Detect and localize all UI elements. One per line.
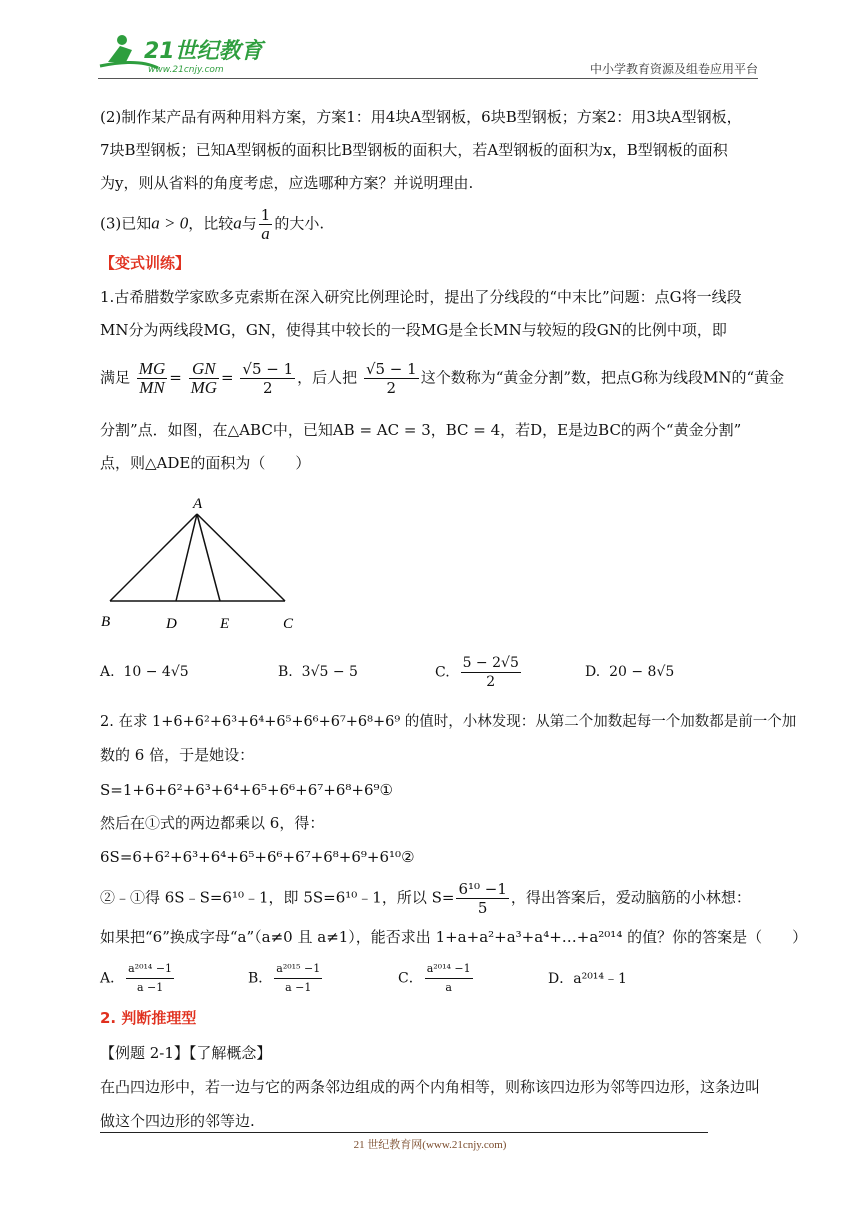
- header-tagline: 中小学教育资源及组卷应用平台: [589, 62, 758, 76]
- q1-line4: 分割”点．如图，在△ABC中，已知AB = AC = 3，BC = 4，若D，E是边BC的两个“黄金分割”: [100, 421, 742, 439]
- label-C: C: [283, 616, 294, 632]
- q1-option-c[interactable]: C. $\frac{5 - 2√5}{2}$: [435, 655, 519, 690]
- q2-option-d[interactable]: D．a²⁰¹⁴﹣1: [548, 971, 627, 987]
- part3-post: 的大小.: [274, 214, 325, 233]
- q2-option-b[interactable]: B． $\frac{\text{a²⁰¹⁵ −1}}{a -1}$: [248, 962, 321, 994]
- q2-line7: 如果把“6”换成字母“a”（a≠0 且 a≠1），能否求出 1+a+a²+a³+a⁴+…+a²⁰¹⁴ 的值？你的答案是（ ）: [100, 928, 808, 946]
- q2-line1: 2. 在求 1+6+6²+6³+6⁴+6⁵+6⁶+6⁷+6⁸+6⁹ 的值时，小林发现：从第二个加数起每一个加数都是前一个加: [100, 714, 797, 730]
- page-header: [98, 32, 758, 80]
- label-B: B: [101, 614, 111, 630]
- label-E: E: [220, 616, 230, 632]
- part3-with: 与: [241, 214, 257, 233]
- footer-text: 21 世纪教育网(www.21cnjy.com): [353, 1139, 507, 1151]
- label-D: D: [166, 616, 177, 632]
- part3-fraction: $\frac{1}{a}$: [260, 206, 271, 243]
- fraction-gn-mg: $\frac{GN}{MG}$: [190, 359, 218, 397]
- q1-line2: MN分为两线段MG，GN，使得其中较长的一段MG是全长MN与较短的段GN的比例中项，即: [100, 321, 727, 339]
- part2-line3: 为y，则从省料的角度考虑，应选哪种方案？并说明理由.: [100, 174, 474, 192]
- part2-line1: (2)制作某产品有两种用料方案，方案1：用4块A型钢板，6块B型钢板；方案2：用3块A型钢板，: [100, 108, 742, 126]
- q2-option-c[interactable]: C． $\frac{\text{a²⁰¹⁴ −1}}{a}$: [398, 962, 471, 994]
- example-line2: 做这个四边形的邻等边.: [100, 1112, 255, 1130]
- q1-option-b[interactable]: B. 3√5 − 5: [278, 664, 358, 680]
- part3-pre: (3)已知: [100, 214, 152, 233]
- fraction-mg-mn: $\frac{MG}{MN}$: [138, 359, 166, 397]
- svg-text:21世纪教育: 21世纪教育: [144, 39, 263, 64]
- part3-var: a: [233, 213, 242, 233]
- example-title: 【例题 2-1】【了解概念】: [100, 1044, 272, 1062]
- part3-line: [100, 206, 324, 243]
- triangle-figure: [95, 490, 315, 640]
- site-logo: [98, 32, 268, 76]
- q2-line2: 数的 6 倍，于是她设：: [100, 746, 255, 764]
- part2-line2: 7块B型钢板；已知A型钢板的面积比B型钢板的面积大，若A型钢板的面积为x，B型钢板的面积: [100, 141, 728, 159]
- label-A: A: [193, 496, 203, 512]
- q1-option-d[interactable]: D. 20 − 8√5: [585, 664, 675, 680]
- q2-line5: 6S=6+6²+6³+6⁴+6⁵+6⁶+6⁷+6⁸+6⁹+6¹⁰②: [100, 848, 415, 866]
- q2-line4: 然后在①式的两边都乘以 6，得：: [100, 814, 325, 832]
- q1-line5: 点，则△ADE的面积为（ ）: [100, 454, 311, 472]
- q1-line1: 1.古希腊数学家欧多克索斯在深入研究比例理论时，提出了分线段的“中末比”问题：点G将一线段: [100, 288, 742, 306]
- section-variant-heading: 【变式训练】: [100, 254, 191, 272]
- header-divider: [98, 78, 758, 79]
- fraction-golden-2: $\frac{√5 - 1}{2}$: [365, 360, 417, 397]
- section-2-heading: 2. 判断推理型: [100, 1009, 197, 1027]
- example-line1: 在凸四边形中，若一边与它的两条邻边组成的两个内角相等，则称该四边形为邻等四边形，这条边叫: [100, 1078, 761, 1096]
- q2-line3: S=1+6+6²+6³+6⁴+6⁵+6⁶+6⁷+6⁸+6⁹①: [100, 781, 393, 799]
- q1-line3: 满足 $\frac{MG}{MN}$ = $\frac{GN}{MG}$ = $\frac{√5 - 1}{2}$ ，后人把 $\frac{√5 - 1}{2}$ 这个数称为“黄金分割”数，把点G称为线段MN的“黄金: [100, 359, 785, 397]
- footer-divider: [100, 1132, 708, 1133]
- q1-option-a[interactable]: A. 10 − 4√5: [100, 664, 189, 680]
- fraction-golden: $\frac{√5 - 1}{2}$: [242, 360, 294, 397]
- q2-line6: ②﹣①得 6S﹣S=6¹⁰﹣1，即 5S=6¹⁰﹣1，所以 S= $\frac{\text{6¹⁰ −1}}{5}$ ，得出答案后，爱动脑筋的小林想：: [100, 880, 751, 917]
- svg-text:www.21cnjy.com: www.21cnjy.com: [148, 65, 224, 75]
- q2-option-a[interactable]: A． $\frac{\text{a²⁰¹⁴ −1}}{a -1}$: [100, 962, 173, 994]
- part3-condition: a > 0: [151, 213, 189, 233]
- part3-mid: ，比较: [188, 214, 234, 233]
